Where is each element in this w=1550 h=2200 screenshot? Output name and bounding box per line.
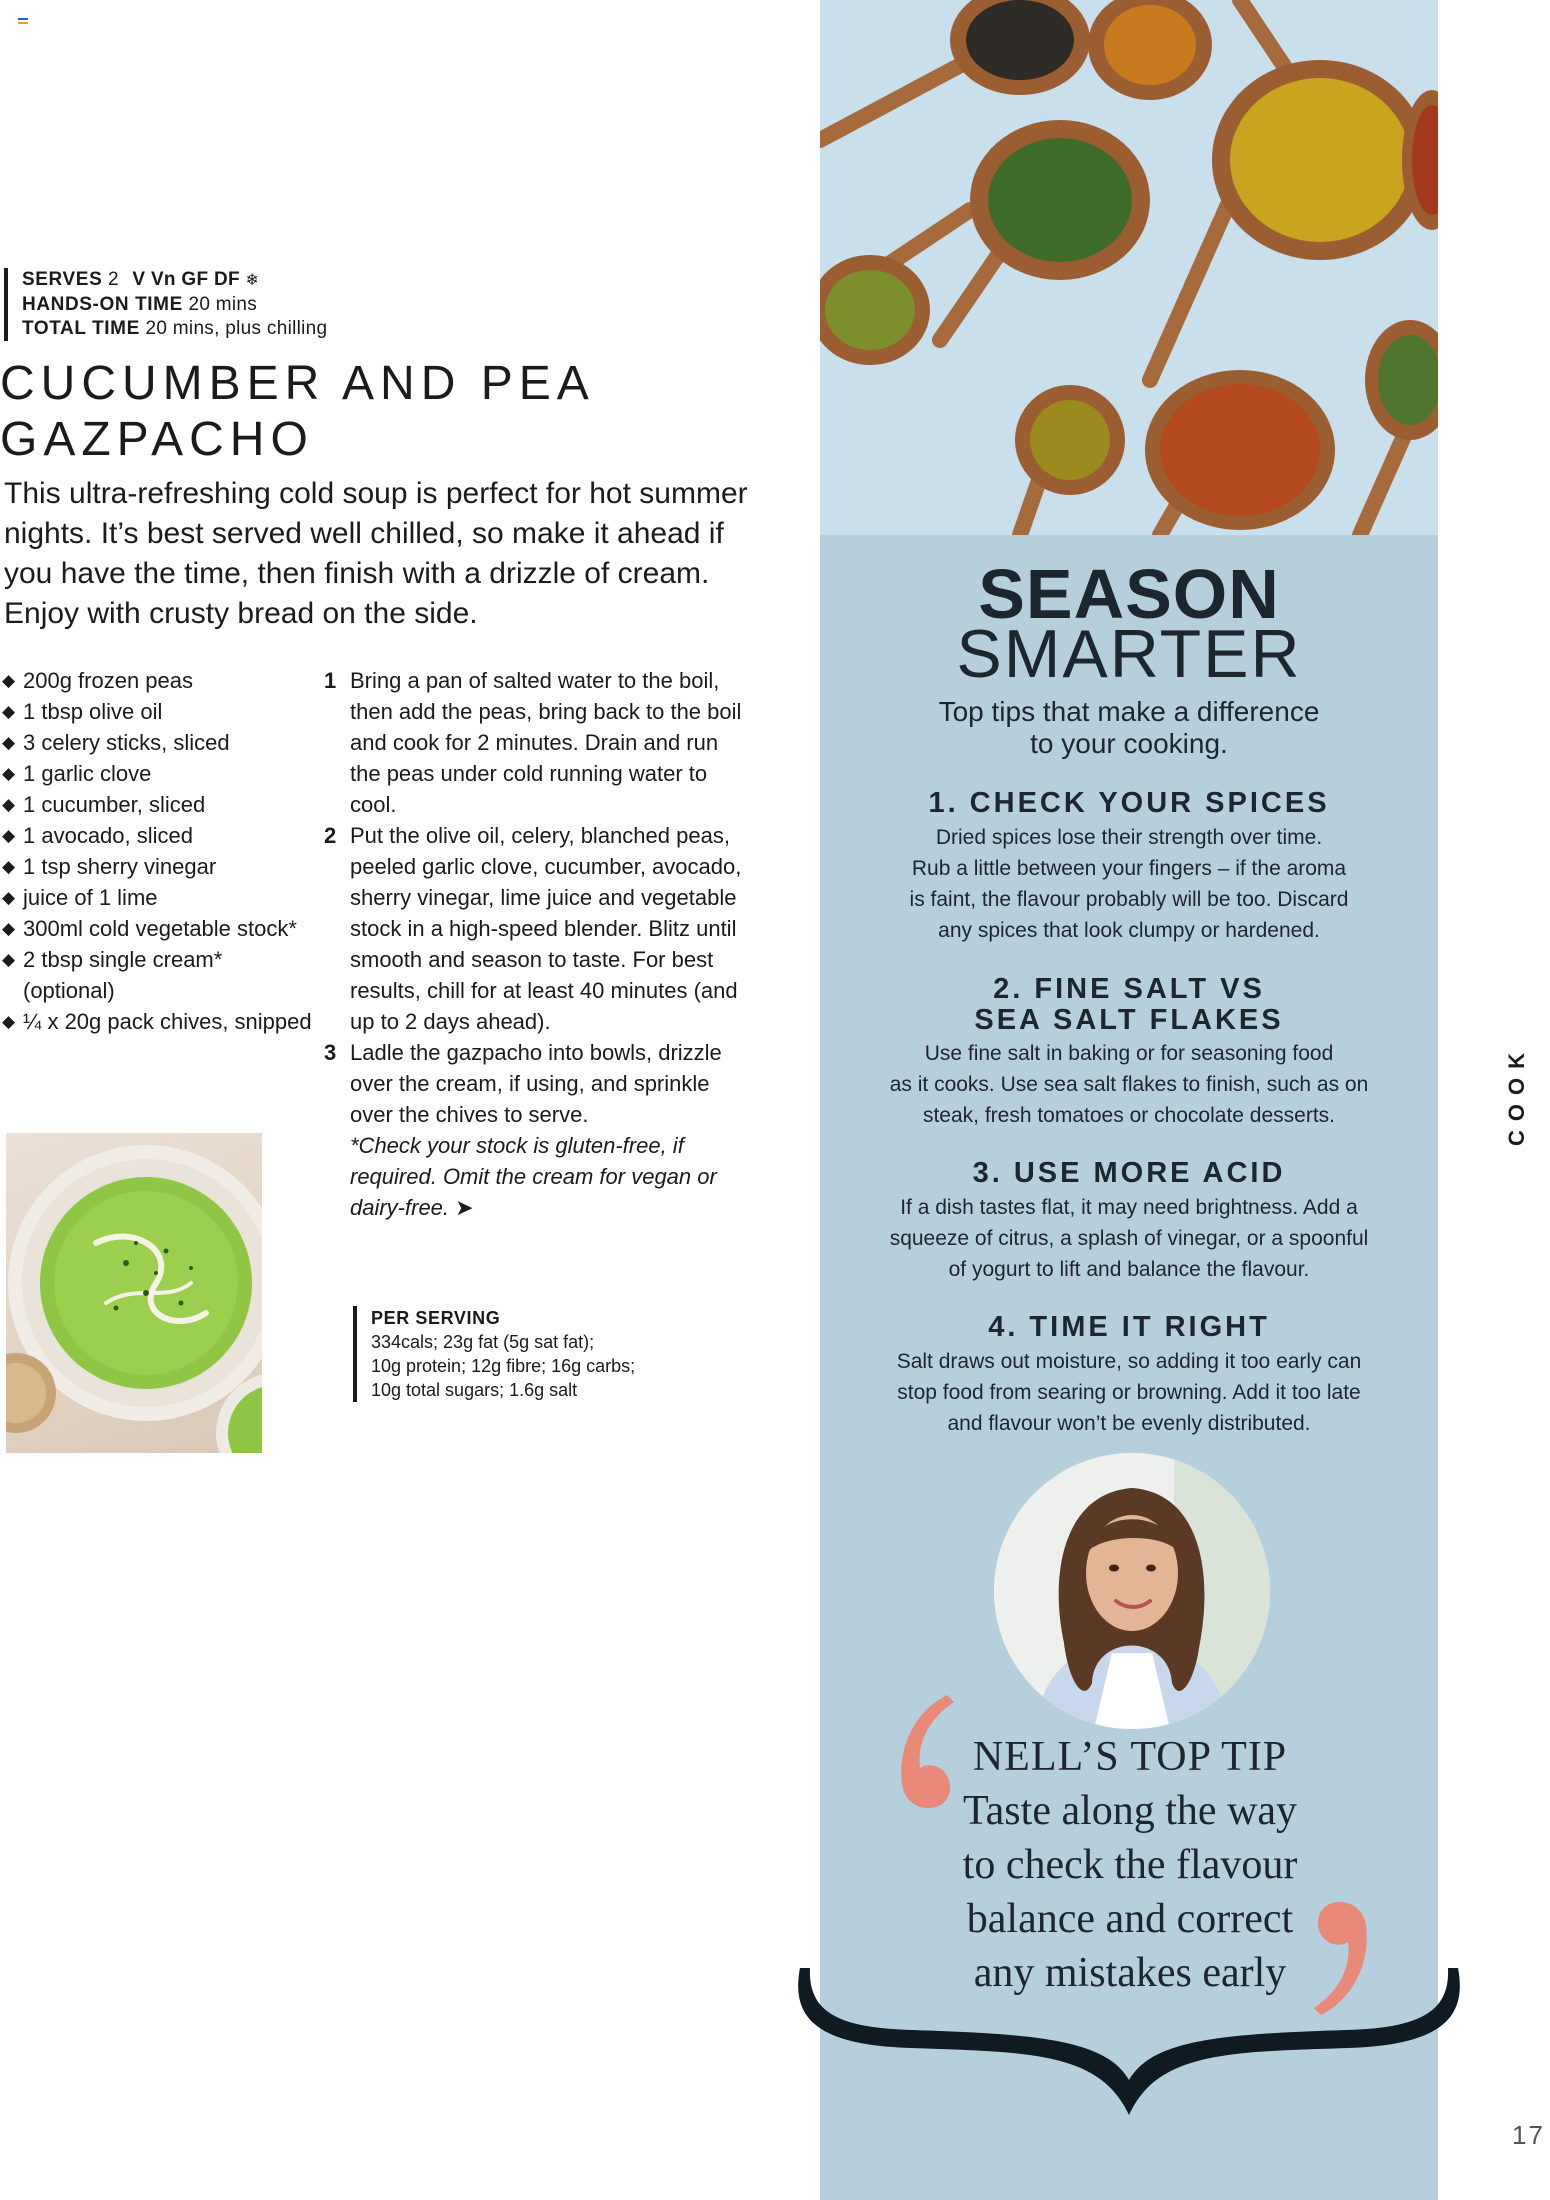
panel-title-bold: SEASON <box>978 555 1280 633</box>
quote-line: balance and correct <box>966 1896 1294 1942</box>
tip-heading: 4. TIME IT RIGHT <box>988 1311 1270 1343</box>
step-number: 1 <box>324 668 337 693</box>
nutrition-line: 334cals; 23g fat (5g sat fat); <box>371 1332 595 1352</box>
tip-heading: 3. USE MORE ACID <box>972 1157 1286 1189</box>
step-text: Put the olive oil, celery, blanched peas, peeled garlic clove, cucumber, avocado, sherry vinegar, lime juice and vegetable stock in a high-speed blender. Blitz until smooth and season to taste. For best results, chill for at least 40 minutes (and up to 2 days ahead). <box>350 823 742 1034</box>
ingredient-item: ◆ 1 cucumber, sliced <box>2 789 312 820</box>
ingredient-item: ◆ 200g frozen peas <box>2 665 312 696</box>
quote-line: to check the flavour <box>962 1842 1298 1888</box>
nutrition-box <box>353 1306 635 1402</box>
ingredient-item: ◆ ¼ x 20g pack chives, snipped <box>2 1006 312 1037</box>
step-text: Ladle the gazpacho into bowls, drizzle over the cream, if using, and sprinkle over the chives to serve. <box>350 1040 722 1127</box>
method-list <box>324 665 754 1223</box>
step-text: Bring a pan of salted water to the boil, then add the peas, bring back to the boil and cook for 2 minutes. Drain and run the peas under cold running water to cool. <box>350 668 742 817</box>
recipe-intro: This ultra-refreshing cold soup is perfect for hot summer nights. It’s best served well chilled, so make it ahead if you have the time, then finish with a drizzle of cream. Enjoy with crusty bread on the side. <box>4 477 748 630</box>
method-step <box>324 1037 754 1130</box>
tip-body: Use fine salt in baking or for seasoning food as it cooks. Use sea salt flakes to finish, such as on steak, fresh tomatoes or chocolate desserts. <box>889 1042 1369 1127</box>
spices-photo <box>820 0 1438 535</box>
tip-body: If a dish tastes flat, it may need brightness. Add a squeeze of citrus, a splash of vinegar, or a spoonful of yogurt to lift and balance the flavour. <box>889 1196 1369 1281</box>
ingredient-item: ◆ 2 tbsp single cream* (optional) <box>2 944 312 1006</box>
ingredient-item: ◆ 3 celery sticks, sliced <box>2 727 312 758</box>
panel-title-light: SMARTER <box>956 616 1302 692</box>
nutrition-line: 10g protein; 12g fibre; 16g carbs; <box>371 1356 636 1376</box>
step-number: 2 <box>324 823 337 848</box>
recipe-meta <box>4 268 327 341</box>
author-portrait <box>994 1453 1270 1729</box>
serves-line: SERVES 2 V Vn GF DF ❄ <box>22 269 260 290</box>
quote-line: Taste along the way <box>962 1788 1298 1834</box>
tip-body: Dried spices lose their strength over time. Rub a little between your fingers – if the aroma is faint, the flavour probably will be too. Discard any spices that look clumpy or hardened. <box>909 826 1349 942</box>
hands-on-line: HANDS-ON TIME 20 mins <box>22 294 258 315</box>
section-label: COOK <box>1504 1044 1529 1146</box>
method-step <box>324 665 754 820</box>
recipe-note: *Check your stock is gluten-free, if required. Omit the cream for vegan or dairy-free. ➤ <box>350 1133 717 1220</box>
tip-heading: 2. FINE SALT VS SEA SALT FLAKES <box>974 973 1284 1036</box>
ingredient-item: ◆ 300ml cold vegetable stock* <box>2 913 312 944</box>
total-time-line: TOTAL TIME 20 mins, plus chilling <box>22 318 328 339</box>
panel-subtitle: Top tips that make a difference to your cooking. <box>938 696 1320 759</box>
nutrition-line: 10g total sugars; 1.6g salt <box>371 1380 578 1400</box>
ingredient-item: ◆ 1 tbsp olive oil <box>2 696 312 727</box>
curly-brace-decoration <box>790 1960 1468 2120</box>
ingredient-item: ◆ 1 avocado, sliced <box>2 820 312 851</box>
quote-heading: NELL’S TOP TIP <box>972 1734 1288 1780</box>
ingredient-item: ◆ 1 garlic clove <box>2 758 312 789</box>
recipe-title: CUCUMBER AND PEA GAZPACHO <box>0 357 593 466</box>
snowflake-icon: ❄ <box>245 272 260 289</box>
ingredients-list <box>2 665 312 1037</box>
tip-body: Salt draws out moisture, so adding it too early can stop food from searing or browning. Add it too late and flavour won’t be evenly distributed. <box>896 1350 1362 1435</box>
page-number: 17 <box>1512 2120 1545 2150</box>
ingredient-item: ◆ juice of 1 lime <box>2 882 312 913</box>
ingredient-item: ◆ 1 tsp sherry vinegar <box>2 851 312 882</box>
method-step <box>324 820 754 1037</box>
quote-line: any mistakes early <box>973 1950 1287 1996</box>
corner-mark <box>18 18 28 26</box>
tip-heading: 1. CHECK YOUR SPICES <box>928 787 1330 819</box>
nutrition-heading: PER SERVING <box>371 1308 501 1328</box>
diet-tags: V Vn GF DF <box>132 269 240 290</box>
soup-photo <box>6 1133 262 1453</box>
step-number: 3 <box>324 1040 337 1065</box>
